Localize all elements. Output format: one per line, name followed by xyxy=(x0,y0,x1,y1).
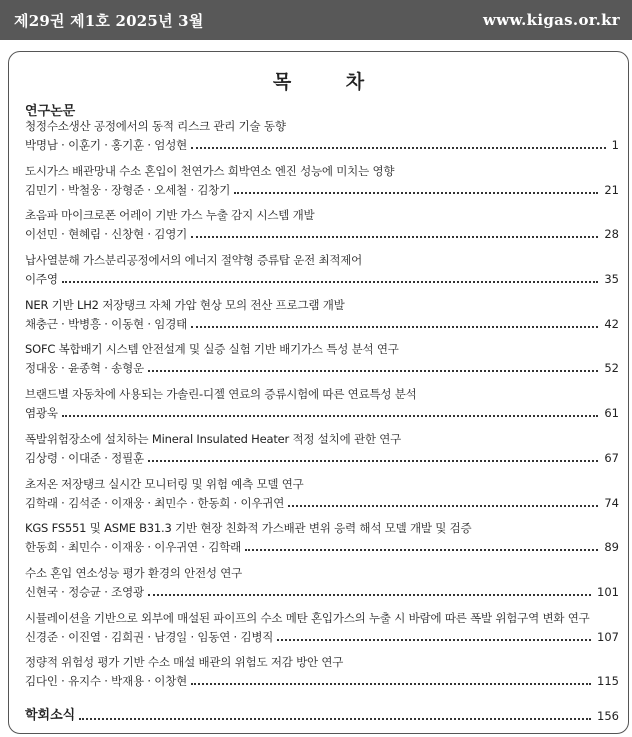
entry-page: 52 xyxy=(604,361,619,376)
entry-page: 67 xyxy=(604,450,619,465)
toc-entry[interactable] xyxy=(25,611,619,656)
toc-entry[interactable] xyxy=(25,164,619,209)
dot-leader xyxy=(245,549,598,551)
entry-title: 브랜드별 자동차에 사용되는 가솔린-디젤 연료의 증류시험에 따른 연료특성 분석 xyxy=(25,387,417,402)
entry-authors: 염광욱 xyxy=(25,406,58,421)
entry-page: 101 xyxy=(597,584,619,599)
entry-title: 초음파 마이크로폰 어레이 기반 가스 누출 감지 시스템 개발 xyxy=(25,208,315,223)
entry-title: 초저온 저장탱크 실시간 모니터링 및 위험 예측 모델 연구 xyxy=(25,476,304,491)
entry-authors: 채충근 · 박병흥 · 이동현 · 임경태 xyxy=(25,316,188,331)
dot-leader xyxy=(191,683,591,685)
dot-leader xyxy=(148,460,598,462)
entry-authors: 김상령 · 이대준 · 정필훈 xyxy=(25,450,144,465)
entry-authors: 김민기 · 박철웅 · 장형준 · 오세철 · 김창기 xyxy=(25,182,231,197)
entry-authors: 이선민 · 현혜림 · 신창현 · 김영기 xyxy=(25,227,188,242)
toc-entry[interactable] xyxy=(25,477,619,522)
toc-entry[interactable] xyxy=(25,655,619,700)
section-label: 연구논문 xyxy=(25,104,76,119)
toc-entry[interactable] xyxy=(25,521,619,566)
entry-page: 61 xyxy=(604,406,619,421)
dot-leader xyxy=(62,415,599,417)
entry-authors: 김학래 · 김석준 · 이재웅 · 최민수 · 한동희 · 이우귀연 xyxy=(25,495,285,510)
dot-leader xyxy=(288,505,598,507)
toc-entry-list xyxy=(25,119,619,700)
toc-title: 목 차 xyxy=(272,71,389,93)
entry-page: 89 xyxy=(604,540,619,555)
entry-title: SOFC 복합배기 시스템 안전설계 및 실증 실험 기반 배기가스 특성 분석 연구 xyxy=(25,342,399,357)
entry-authors: 신경준 · 이진열 · 김희권 · 남경일 · 임동연 · 김병직 xyxy=(25,629,274,644)
dot-leader xyxy=(191,326,598,328)
journal-header xyxy=(0,0,632,40)
entry-authors: 김다인 · 유지수 · 박재용 · 이창현 xyxy=(25,674,188,689)
dot-leader xyxy=(191,147,606,149)
website-url[interactable]: www.kigas.or.kr xyxy=(483,11,620,29)
entry-title: 폭발위험장소에 설치하는 Mineral Insulated Heater 적정 설치에 관한 연구 xyxy=(25,431,402,446)
entry-page: 115 xyxy=(597,674,619,689)
entry-title: 수소 혼입 연소성능 평가 환경의 안전성 연구 xyxy=(25,565,243,580)
society-news-label: 학회소식 xyxy=(25,708,76,723)
entry-title: 청정수소생산 공정에서의 동적 리스크 관리 기술 동향 xyxy=(25,119,286,133)
entry-authors: 정대웅 · 윤종혁 · 송형운 xyxy=(25,361,144,376)
entry-authors: 이주영 xyxy=(25,272,58,287)
dot-leader xyxy=(148,594,591,596)
toc-entry[interactable] xyxy=(25,298,619,343)
entry-title: 시뮬레이션을 기반으로 외부에 매설된 파이프의 수소 메탄 혼입가스의 누출 시 바람에 따른 폭발 위험구역 변화 연구 xyxy=(25,610,590,625)
entry-page: 28 xyxy=(604,227,619,242)
entry-page: 42 xyxy=(604,316,619,331)
dot-leader xyxy=(148,370,598,372)
dot-leader xyxy=(234,192,598,194)
toc-entry[interactable] xyxy=(25,387,619,432)
table-of-contents xyxy=(8,51,629,734)
entry-page: 107 xyxy=(597,629,619,644)
entry-authors: 한동희 · 최민수 · 이재웅 · 이우귀연 · 김학래 xyxy=(25,540,242,555)
society-news-page: 156 xyxy=(597,709,619,723)
society-news-entry[interactable] xyxy=(25,708,619,724)
entry-title: KGS FS551 및 ASME B31.3 기반 현장 친화적 가스배관 변위 응력 해석 모델 개발 및 검증 xyxy=(25,521,472,536)
dot-leader xyxy=(79,718,591,720)
entry-page: 1 xyxy=(611,138,619,152)
entry-title: 정량적 위험성 평가 기반 수소 매설 배관의 위험도 저감 방안 연구 xyxy=(25,655,344,670)
entry-authors: 신현국 · 정승균 · 조영광 xyxy=(25,584,144,599)
toc-entry[interactable] xyxy=(25,342,619,387)
toc-entry[interactable] xyxy=(25,119,619,164)
entry-page: 21 xyxy=(604,182,619,197)
toc-entry[interactable] xyxy=(25,208,619,253)
issue-info: 제29권 제1호 2025년 3월 xyxy=(14,11,204,30)
entry-page: 74 xyxy=(604,495,619,510)
toc-entry[interactable] xyxy=(25,566,619,611)
entry-authors: 박명남 · 이훈기 · 홍기훈 · 엄성현 xyxy=(25,138,188,152)
dot-leader xyxy=(277,639,591,641)
dot-leader xyxy=(191,236,598,238)
toc-entry[interactable] xyxy=(25,432,619,477)
entry-title: 납사열분해 가스분리공정에서의 에너지 절약형 증류탑 운전 최적제어 xyxy=(25,253,363,268)
toc-entry[interactable] xyxy=(25,253,619,298)
entry-page: 35 xyxy=(604,272,619,287)
dot-leader xyxy=(62,281,599,283)
entry-title: 도시가스 배관망내 수소 혼입이 천연가스 희박연소 엔진 성능에 미치는 영향 xyxy=(25,163,395,178)
entry-title: NER 기반 LH2 저장탱크 자체 가압 현상 모의 전산 프로그램 개발 xyxy=(25,297,345,312)
